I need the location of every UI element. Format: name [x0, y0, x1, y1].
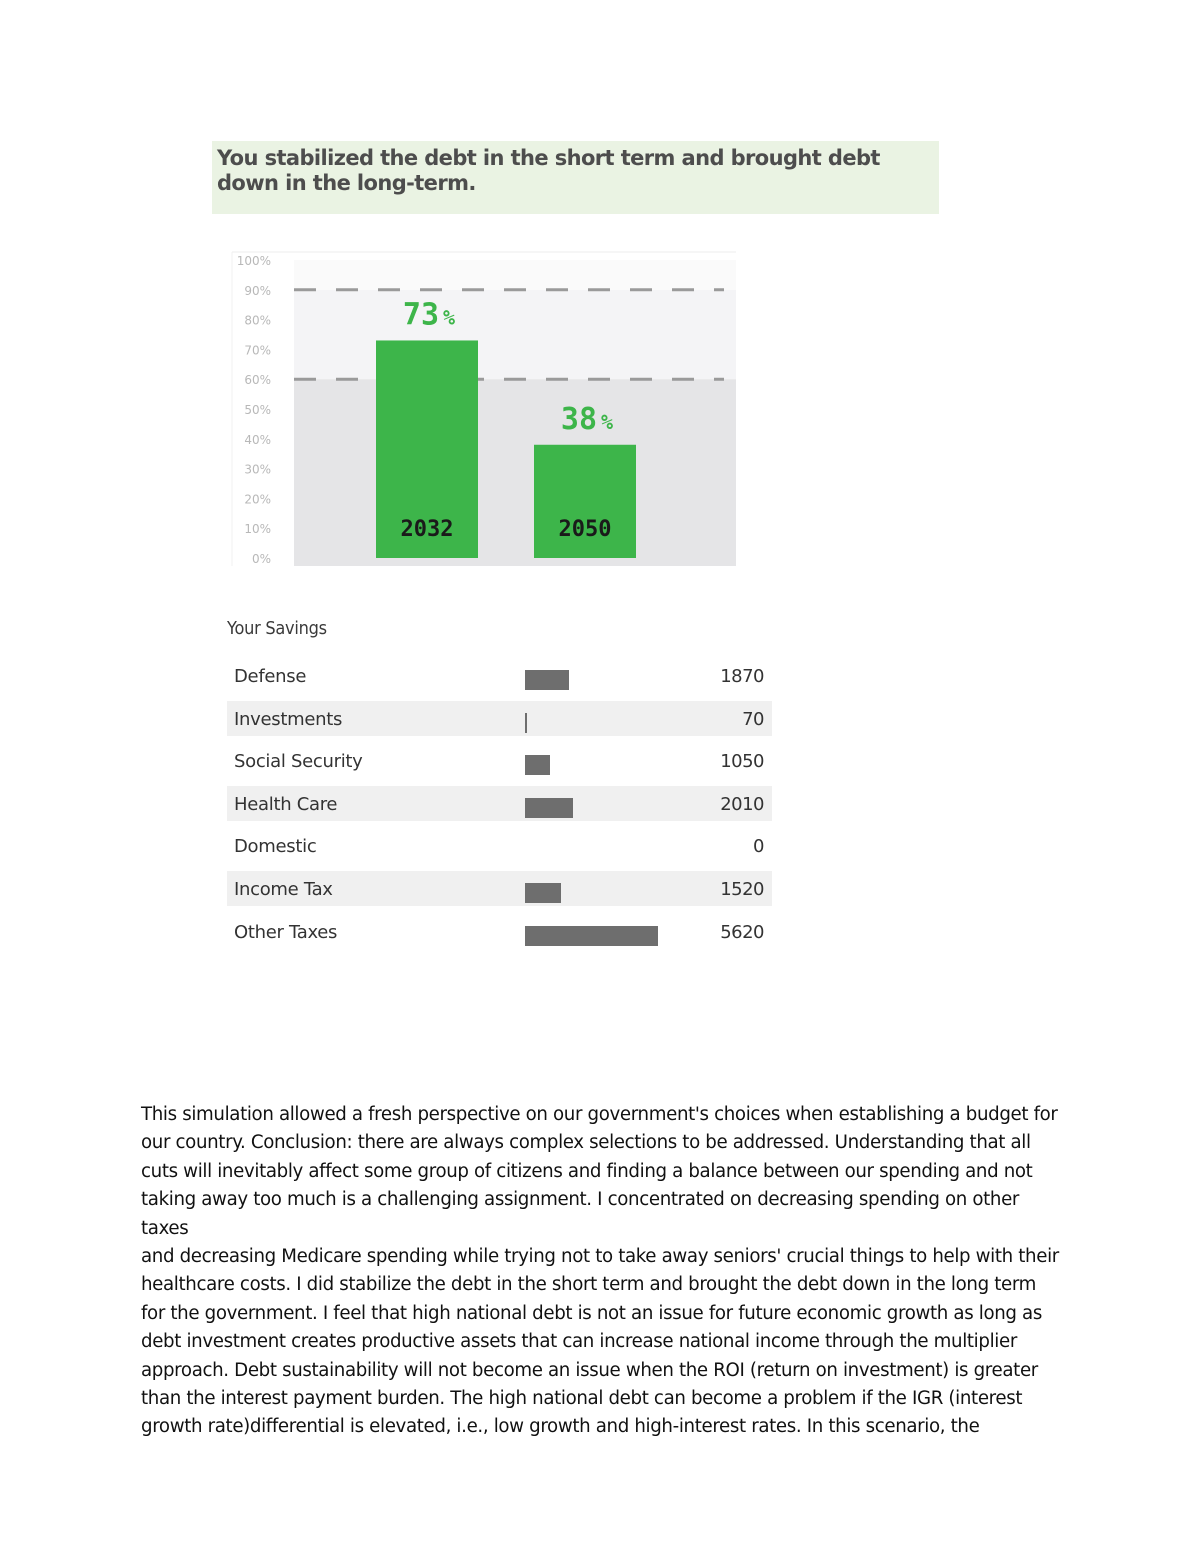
y-tick-label: 10%: [244, 522, 271, 537]
savings-row-value: 1870: [720, 666, 764, 687]
bar-category-label: 2032: [400, 517, 454, 542]
y-tick-label: 70%: [244, 343, 271, 358]
y-tick-label: 30%: [244, 462, 271, 477]
savings-row-label: Domestic: [234, 836, 317, 858]
result-banner: [212, 141, 939, 214]
savings-row-income-tax: [227, 871, 772, 906]
y-tick-label: 50%: [244, 403, 271, 417]
savings-row-label: Other Taxes: [234, 921, 338, 943]
savings-row-health-care: [227, 786, 772, 821]
savings-row-label: Social Security: [234, 751, 363, 773]
bar-category-label: 2050: [558, 517, 612, 542]
body-paragraph: This simulation allowed a fresh perspective on our government's choices when establishing a budget for our country. Conclusion: there are always complex selections to be addressed. Understanding that all cuts will inevitably affect some group of citizens and finding a balance between our spending and not taking away too much is a challenging assignment. I concentrated on decreasing spending on other taxes and decreasing Medicare spending while trying not to take away seniors' crucial things to help with their healthcare costs. I did stabilize the debt in the short term and brought the debt down in the long term for the government. I feel that high national debt is not an issue for future economic growth as long as debt investment creates productive assets that can increase national income through the multiplier approach. Debt sustainability will not become an issue when the ROI (return on investment) is greater than the interest payment burden. The high national debt can become a problem if the IGR (interest growth rate)differential is elevated, i.e., low growth and high-interest rates. In this scenario, the: [141, 1104, 1059, 1438]
savings-row-label: Health Care: [234, 793, 338, 815]
chart-lower-band: [294, 379, 736, 566]
debt-chart: [228, 248, 740, 570]
savings-row-other-taxes: [227, 914, 772, 949]
y-tick-label: 100%: [236, 254, 271, 268]
savings-row-investments: [227, 701, 772, 736]
y-tick-label: 0%: [251, 552, 271, 566]
chart-upper-band: [294, 290, 736, 379]
savings-row-bar: [525, 883, 561, 903]
savings-row-bar: [525, 798, 573, 818]
savings-row-social-security: [227, 743, 772, 778]
savings-table: [227, 658, 772, 956]
savings-row-bar: [525, 670, 569, 690]
savings-row-domestic: [227, 828, 772, 863]
y-tick-label: 60%: [244, 373, 271, 388]
savings-row-value: 1520: [720, 878, 764, 900]
y-tick-label: 40%: [244, 432, 271, 447]
y-tick-label: 80%: [244, 313, 271, 328]
savings-row-label: Income Tax: [234, 878, 333, 900]
result-banner-text: You stabilized the debt in the short term and brought debt down in the long-term.: [217, 146, 880, 195]
savings-row-bar: [525, 926, 658, 946]
savings-title: Your Savings: [227, 618, 327, 639]
y-tick-label: 20%: [244, 492, 271, 507]
savings-row-bar: [525, 713, 527, 733]
savings-row-defense: [227, 658, 772, 693]
bar-value-label: 73 %: [402, 297, 456, 333]
savings-row-bar: [525, 755, 550, 775]
savings-row-label: Defense: [234, 666, 307, 687]
chart-top-band: [294, 260, 736, 290]
savings-row-value: 0: [753, 836, 764, 858]
bar-value-label: 38 %: [560, 401, 614, 437]
savings-row-value: 5620: [720, 921, 764, 943]
savings-row-label: Investments: [234, 708, 343, 730]
savings-row-value: 70: [742, 708, 764, 730]
savings-row-value: 1050: [720, 751, 764, 773]
savings-row-value: 2010: [720, 793, 764, 815]
y-tick-label: 90%: [244, 283, 271, 298]
debt-chart-svg: [228, 248, 740, 570]
